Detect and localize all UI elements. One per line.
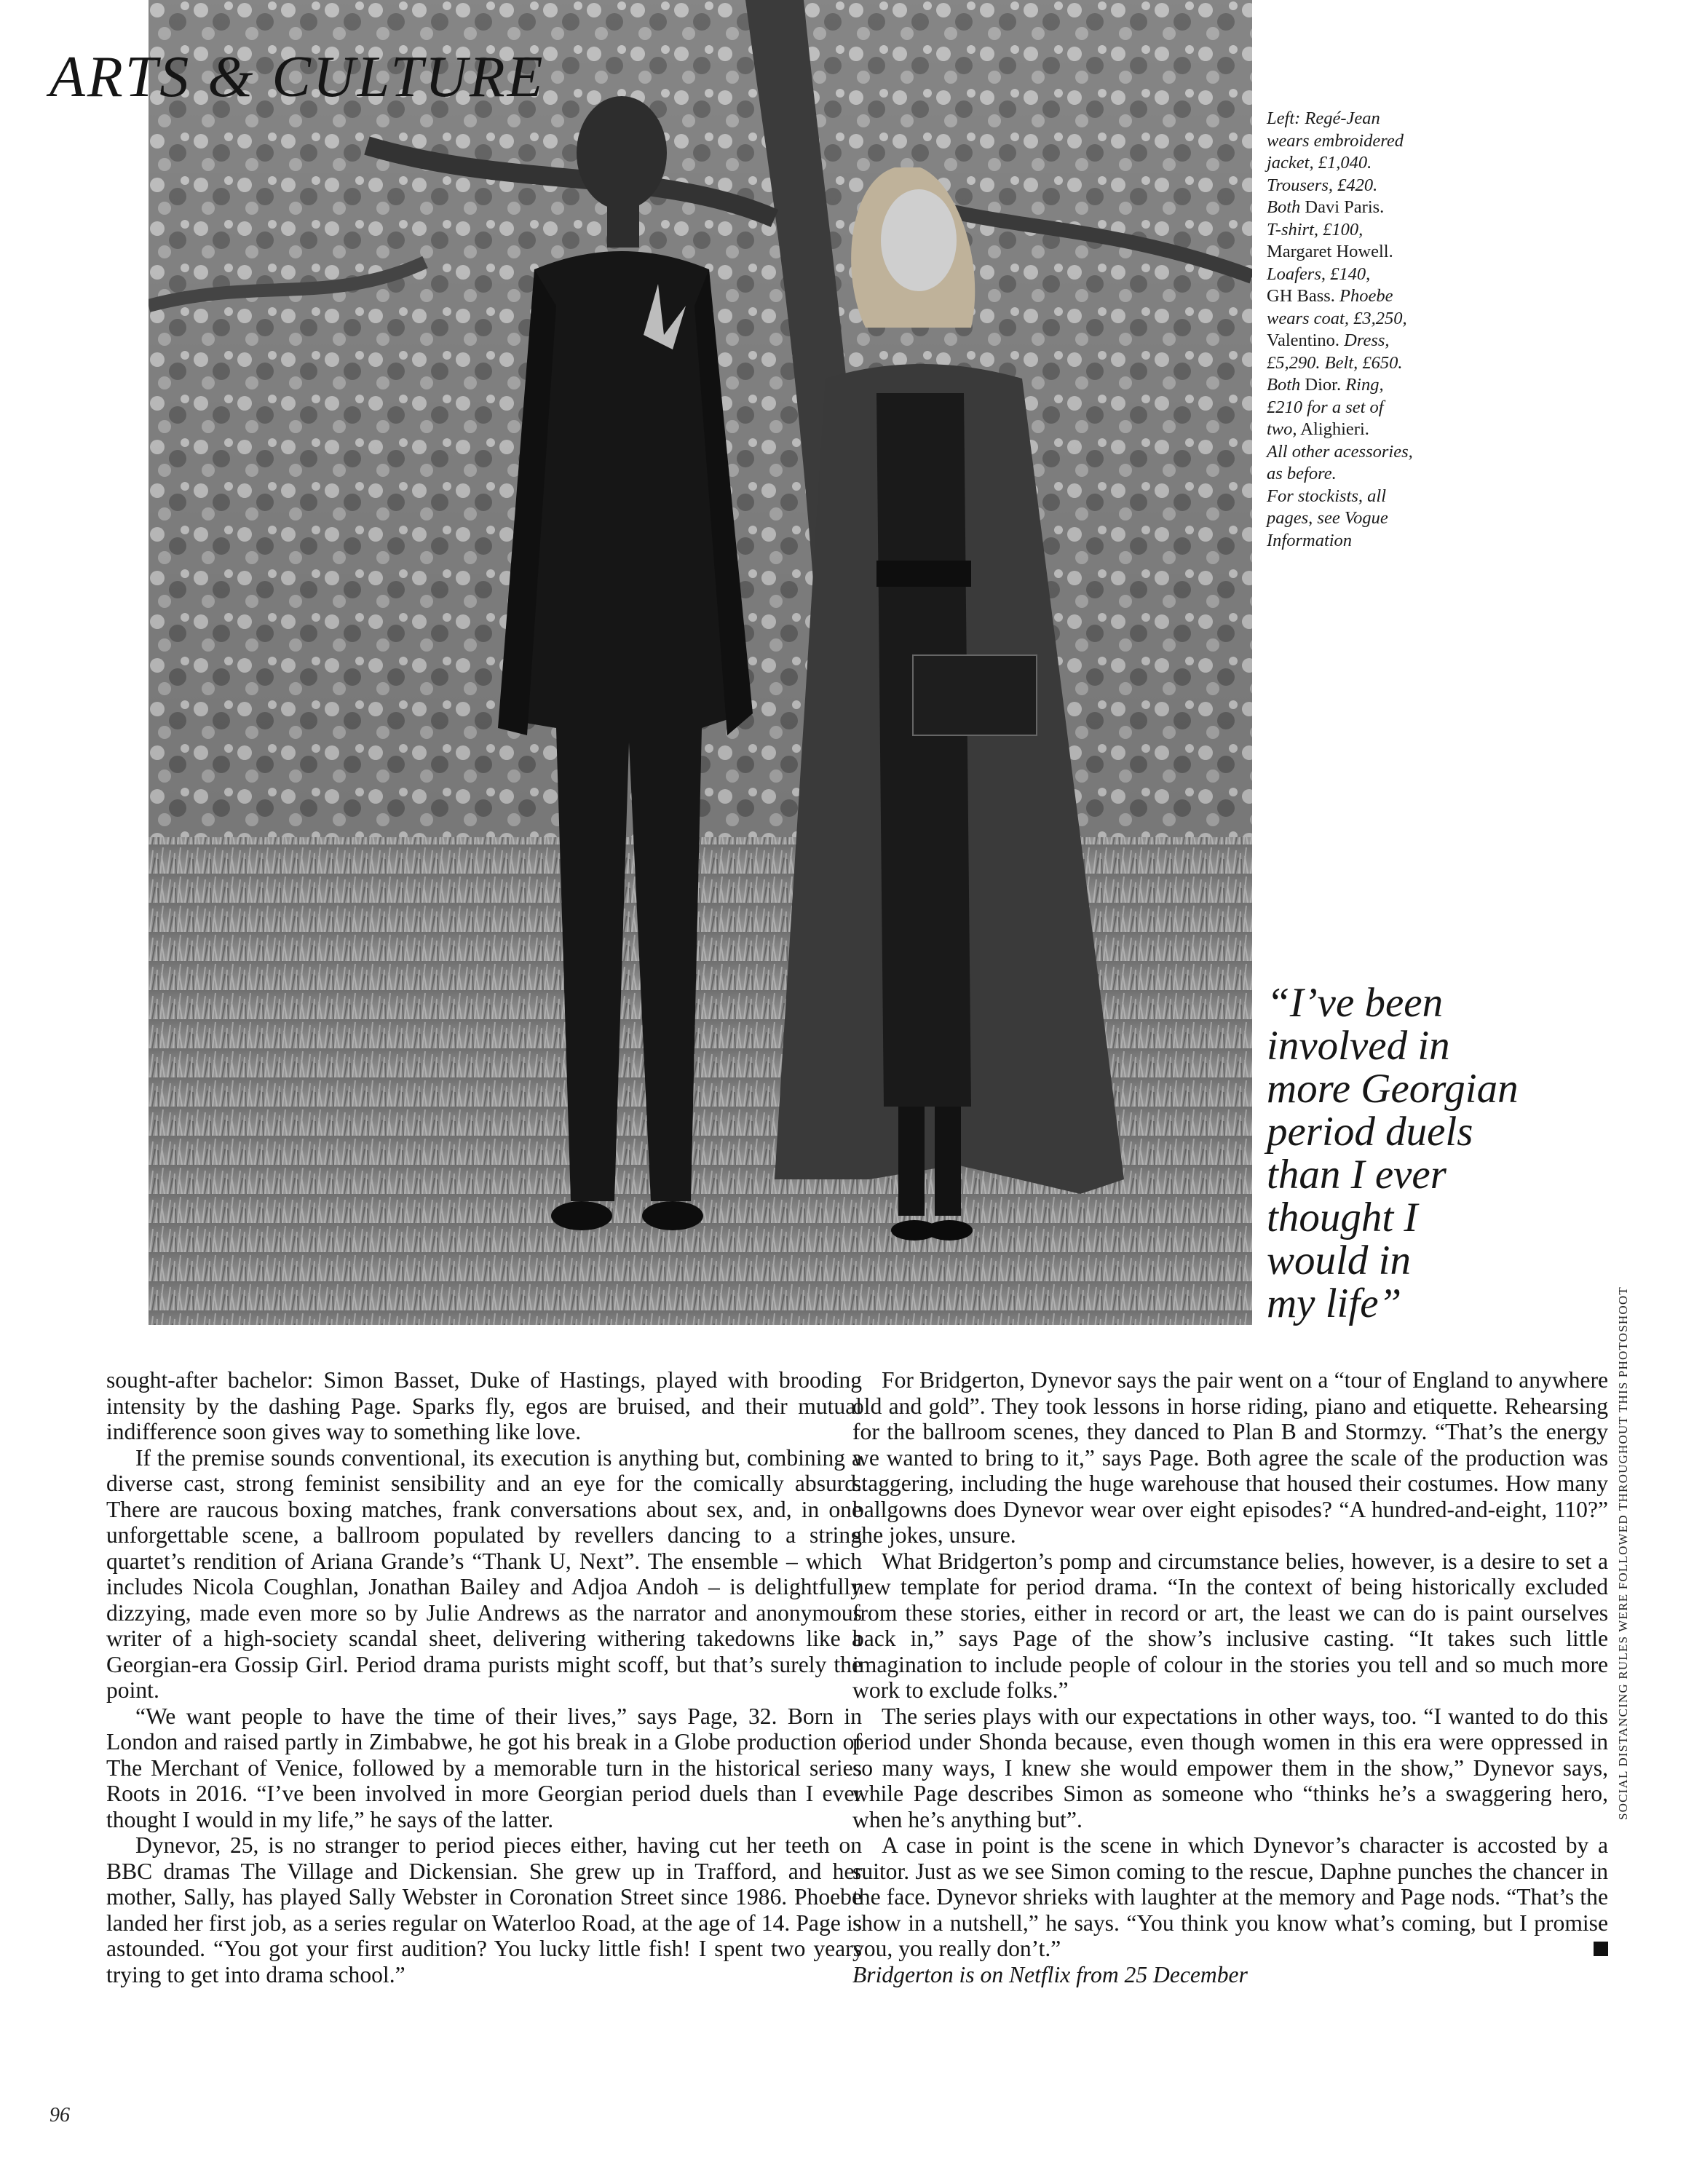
page-number: 96 bbox=[50, 2104, 70, 2126]
pull-quote-line: period duels bbox=[1267, 1109, 1473, 1155]
pull-quote-line: would in bbox=[1267, 1238, 1411, 1283]
body-paragraph-last bbox=[852, 1832, 1608, 1962]
caption-line: wears embroidered bbox=[1267, 130, 1404, 151]
caption-line: Left: Regé-Jean bbox=[1267, 108, 1380, 128]
caption-line: Trousers, £420. bbox=[1267, 175, 1378, 195]
caption-line: Both Davi Paris. bbox=[1267, 197, 1385, 217]
pull-quote-line: “I’ve been bbox=[1267, 980, 1444, 1026]
pull-quote-line: more Georgian bbox=[1267, 1066, 1519, 1112]
caption-line: All other acessories, bbox=[1267, 441, 1413, 462]
pull-quote bbox=[1267, 981, 1587, 1325]
pull-quote-line: my life” bbox=[1267, 1281, 1402, 1326]
photo-caption bbox=[1267, 108, 1485, 552]
body-paragraph: The series plays with our expectations in other ways, too. “I wanted to do this period under Shonda because, even though women in this era were oppressed in so many ways, I knew she would empower them in the show,” Dynevor says, while Page describes Simon as someone who “thinks he’s a swaggering hero, when he’s anything but”. bbox=[852, 1703, 1608, 1832]
body-paragraph: “We want people to have the time of their lives,” says Page, 32. Born in London and raised partly in Zimbabwe, he got his break in a Globe production of The Merchant of Venice, followed by a memorable turn in the historical series Roots in 2016. “I’ve been involved in more Georgian period duels than I ever thought I would in my life,” he says of the latter. bbox=[106, 1703, 862, 1832]
body-paragraph: What Bridgerton’s pomp and circumstance belies, however, is a desire to set a new template for period drama. “In the context of being historically excluded from these stories, either in record or art, the least we can do is paint ourselves back in,” says Page of the show’s inclusive casting. “It takes such little imagination to include people of colour in the stories you tell and so much more work to exclude folks.” bbox=[852, 1548, 1608, 1703]
caption-line: Margaret Howell. bbox=[1267, 242, 1393, 261]
caption-line: £210 for a set of bbox=[1267, 397, 1384, 417]
body-paragraph-text: A case in point is the scene in which Dynevor’s character is accosted by a suitor. Just as we see Simon coming to the rescue, Daphne punches the chancer in the face. Dynevor shrieks with laughter at the memory and Page nods. “That’s the show in a nutshell,” he says. “You think you know what’s coming, but I promise you, you really don’t.” bbox=[852, 1832, 1608, 1961]
caption-line: Loafers, £140, bbox=[1267, 264, 1371, 284]
caption-line: pages, see Vogue bbox=[1267, 508, 1388, 528]
body-paragraph: Dynevor, 25, is no stranger to period pieces either, having cut her teeth on BBC dramas The Village and Dickensian. She grew up in Trafford, and her mother, Sally, has played Sally Webster in Coronation Street since 1986. Phoebe landed her first job, as a series regular on Waterloo Road, at the age of 14. Page is astounded. “You got your first audition? You lucky little fish! I spent two years trying to get into drama school.” bbox=[106, 1832, 862, 1987]
body-paragraph: For Bridgerton, Dynevor says the pair went on a “tour of England to anywhere old and gold”. They took lessons in horse riding, piano and etiquette. Rehearsing for the ballroom scenes, they danced to Plan B and Stormzy. “That’s the energy we wanted to bring to it,” says Page. Both agree the scale of the production was staggering, including the huge warehouse that housed their costumes. How many ballgowns does Dynevor wear over eight episodes? “A hundred-and-eight, 110?” she jokes, unsure. bbox=[852, 1367, 1608, 1548]
broadcast-credit: Bridgerton is on Netflix from 25 December bbox=[852, 1961, 1248, 1987]
body-column-left bbox=[106, 1367, 862, 1987]
body-column-right bbox=[852, 1367, 1608, 1987]
caption-line: wears coat, £3,250, bbox=[1267, 308, 1407, 328]
side-credit: SOCIAL DISTANCING RULES WERE FOLLOWED THROUGHOUT THIS PHOTOSHOOT bbox=[1616, 1286, 1630, 1820]
caption-line: £5,290. Belt, £650. bbox=[1267, 352, 1403, 373]
caption-line: GH Bass. Phoebe bbox=[1267, 286, 1393, 306]
caption-line: Information bbox=[1267, 530, 1353, 550]
caption-line: Both Dior. Ring, bbox=[1267, 375, 1384, 395]
pull-quote-line: thought I bbox=[1267, 1195, 1418, 1241]
pull-quote-line: involved in bbox=[1267, 1023, 1450, 1069]
caption-line: Valentino. Dress, bbox=[1267, 331, 1390, 350]
pull-quote-line: than I ever bbox=[1267, 1152, 1446, 1198]
body-paragraph: sought-after bachelor: Simon Basset, Duke of Hastings, played with brooding intensity by the dashing Page. Sparks fly, egos are bruised, and their mutual indifference soon gives way to something like love. bbox=[106, 1367, 862, 1444]
end-mark-icon bbox=[1594, 1942, 1608, 1956]
editorial-photo bbox=[149, 0, 1252, 1325]
caption-line: For stockists, all bbox=[1267, 486, 1387, 506]
caption-line: as before. bbox=[1267, 464, 1337, 483]
couple-in-woods-icon bbox=[149, 0, 1252, 1325]
caption-line: jacket, £1,040. bbox=[1267, 153, 1372, 173]
caption-line: T-shirt, £100, bbox=[1267, 219, 1364, 240]
section-label: ARTS & CULTURE bbox=[50, 45, 545, 109]
body-paragraph: If the premise sounds conventional, its execution is anything but, combining a diverse cast, strong feminist sensibility and an eye for the comically absurd. There are raucous boxing matches, frank conversations about sex, and, in one unforgettable scene, a ballroom populated by revellers dancing to a string quartet’s rendition of Ariana Grande’s “Thank U, Next”. The ensemble – which includes Nicola Coughlan, Jonathan Bailey and Adjoa Andoh – is delightfully dizzying, made even more so by Julie Andrews as the narrator and anonymous writer of a high-society scandal sheet, delivering withering takedowns like a Georgian-era Gossip Girl. Period drama purists might scoff, but that’s surely the point. bbox=[106, 1444, 862, 1703]
caption-line: two, Alighieri. bbox=[1267, 419, 1369, 439]
